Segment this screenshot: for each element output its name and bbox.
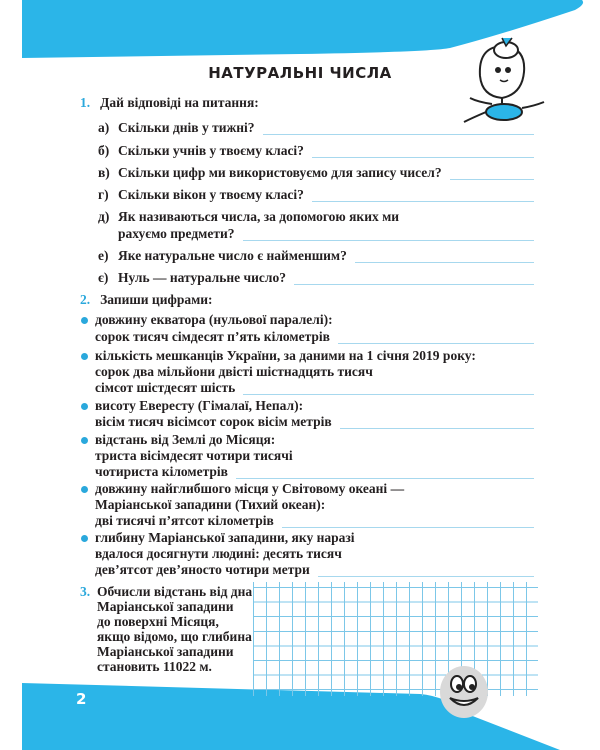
answer-line[interactable] [294, 283, 534, 285]
bullet-icon [81, 535, 88, 542]
task2-item-text: відстань від Землі до Місяця: [95, 432, 276, 447]
bullet-icon [81, 317, 88, 324]
answer-line[interactable] [355, 261, 534, 263]
task1-item-v: в) Скільки цифр ми використовуємо для запису чисел? [98, 165, 534, 181]
bullet-icon [81, 486, 88, 493]
task1-item-b: б) Скільки учнів у твоєму класі? [98, 143, 534, 159]
task2-item-text: довжину екватора (нульової паралелі): [95, 312, 333, 327]
answer-line[interactable] [243, 239, 535, 241]
bullet-icon [81, 403, 88, 410]
task1-item-d: д) Як називаються числа, за допомогою яких ми [98, 209, 400, 224]
task2-item-text: сорок два мільйони двісті шістнадцять тисяч [95, 364, 373, 379]
task1-item-d-cont: рахуємо предмети? [118, 226, 534, 242]
task3-number: 3. [80, 584, 91, 599]
task2-item-text: кількість мешканців України, за даними на 1 січня 2019 року: [95, 348, 476, 363]
task1-item-a: а) Скільки днів у тижні? [98, 120, 534, 136]
task2-item-text: триста вісімдесят чотири тисячі [95, 448, 293, 463]
task2-item-answer: вісім тисяч вісімсот сорок вісім метрів [95, 414, 534, 430]
task1-item-ye: є) Нуль — натуральне число? [98, 270, 534, 286]
answer-line[interactable] [263, 133, 534, 135]
page-number: 2 [76, 690, 87, 708]
answer-line[interactable] [450, 178, 534, 180]
task2-item-answer: сорок тисяч сімдесят п’ять кілометрів [95, 329, 534, 345]
task2-item-text: глибину Маріанської западини, яку наразі [95, 530, 355, 545]
answer-line[interactable] [338, 342, 534, 344]
smiley-face-icon [438, 664, 490, 720]
answer-line[interactable] [282, 526, 534, 528]
answer-line[interactable] [312, 156, 534, 158]
task2-item-answer: чотириста кілометрів [95, 464, 534, 480]
answer-line[interactable] [318, 575, 534, 577]
task2-item-answer: сімсот шістдесят шість [95, 380, 534, 396]
task2-heading: 2. Запиши цифрами: [80, 292, 213, 307]
task1-item-g: г) Скільки вікон у твоєму класі? [98, 187, 534, 203]
girl-character-illustration [462, 36, 547, 128]
answer-line[interactable] [340, 427, 534, 429]
answer-line[interactable] [243, 393, 534, 395]
task2-item-answer: дві тисячі п’ятсот кілометрів [95, 513, 534, 529]
answer-line[interactable] [236, 477, 534, 479]
task2-item-text: вдалося досягнути людині: десять тисяч [95, 546, 342, 561]
calculation-grid[interactable] [253, 582, 538, 696]
answer-line[interactable] [312, 200, 534, 202]
bullet-icon [81, 437, 88, 444]
task2-item-text: Маріанської западини (Тихий океан): [95, 497, 326, 512]
task1-heading: 1. Дай відповіді на питання: [80, 95, 259, 110]
task2-item-text: довжину найглибшого місця у Світовому океані — [95, 481, 405, 496]
bullet-icon [81, 353, 88, 360]
task1-item-e: е) Яке натуральне число є найменшим? [98, 248, 534, 264]
task2-item-text: висоту Евересту (Гімалаї, Непал): [95, 398, 304, 413]
task2-item-answer: дев’ятсот дев’яносто чотири метри [95, 562, 534, 578]
page-title: НАТУРАЛЬНІ ЧИСЛА [208, 64, 392, 82]
task3-text: Обчисли відстань від дна Маріанської западини до поверхні Місяця, якщо відомо, що глибина Маріанської западини становить 11022 м. [97, 584, 253, 674]
